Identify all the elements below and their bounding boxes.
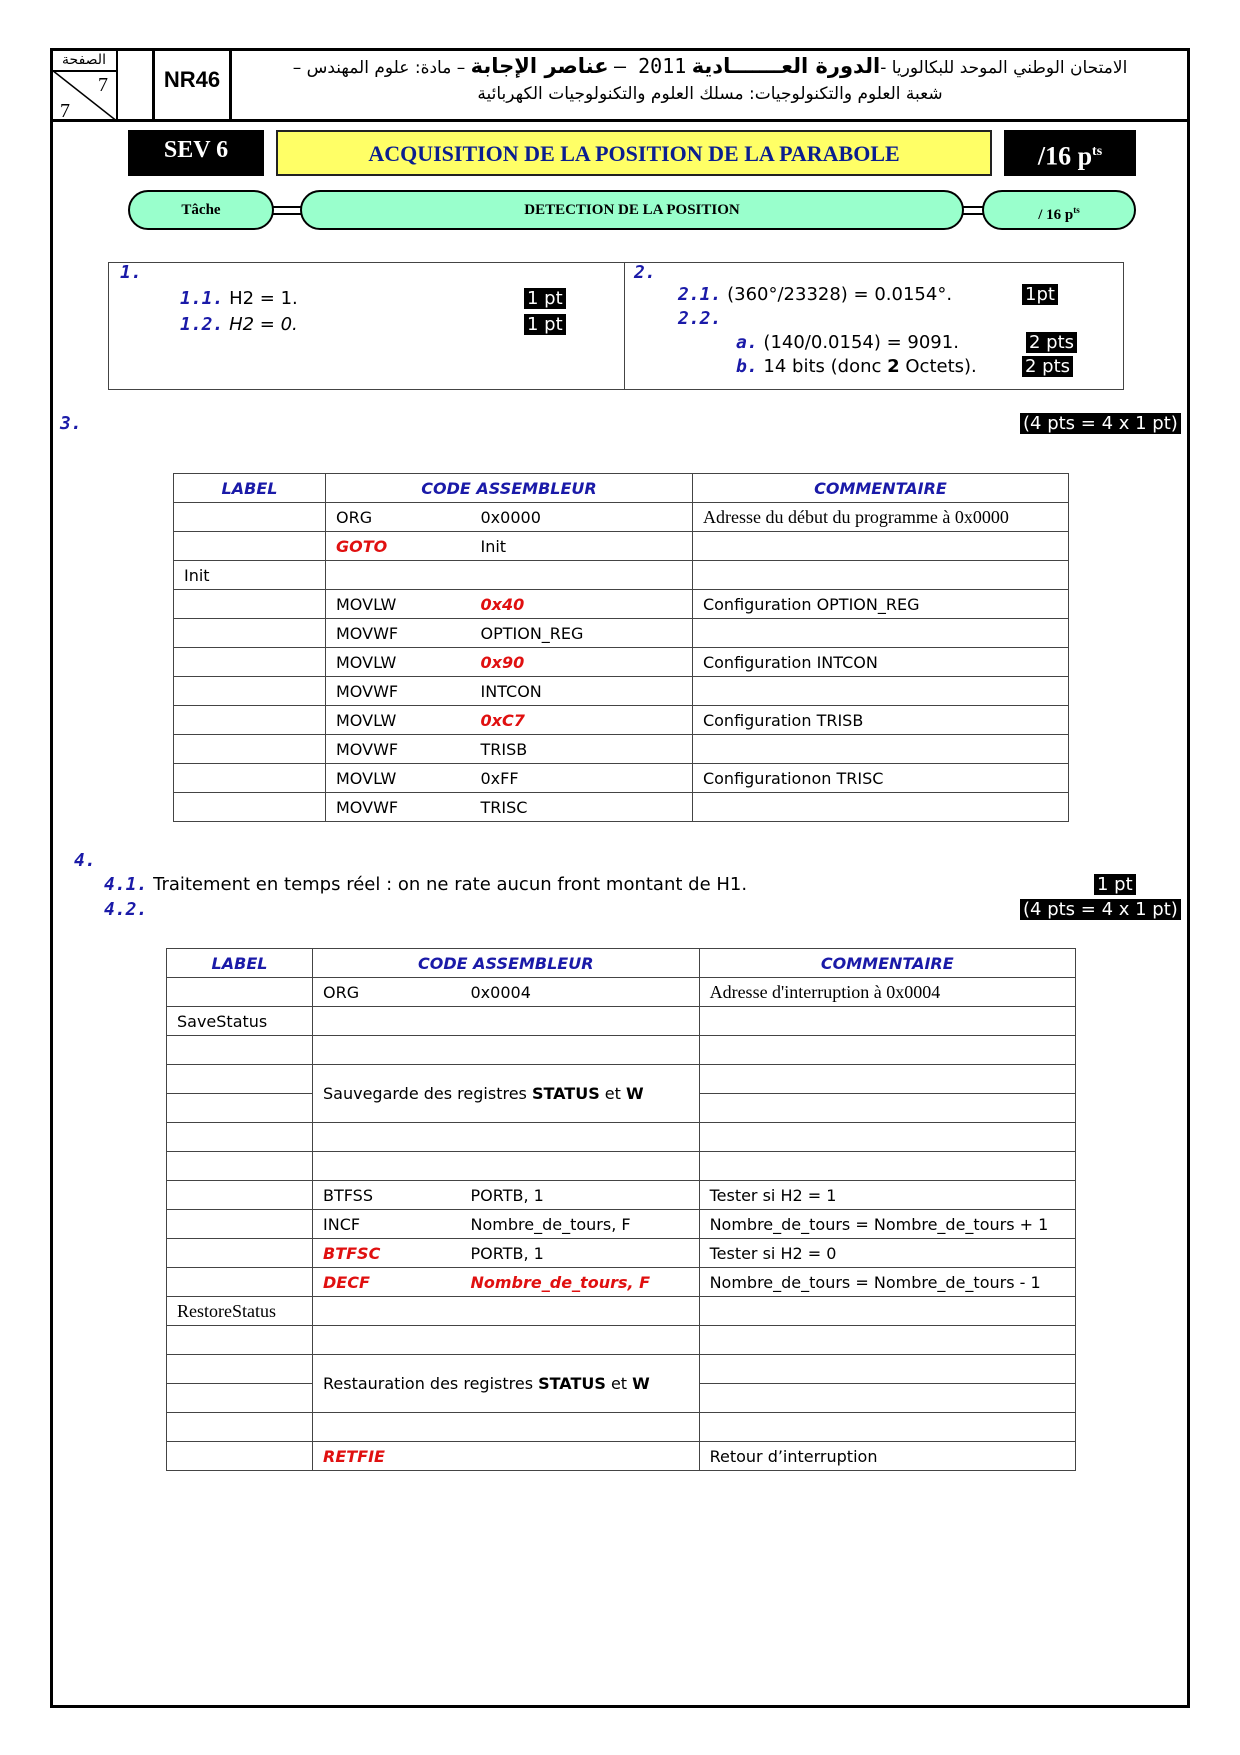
table-cell: DECF <box>313 1268 461 1297</box>
table-row <box>174 793 1069 822</box>
q2-2-a: a. (140/0.0154) = 9091. <box>736 332 959 353</box>
col-comment: COMMENTAIRE <box>699 949 1075 978</box>
table-cell <box>313 1326 700 1355</box>
q2-2-number: 2.2. <box>678 308 722 329</box>
table-row <box>167 1239 1076 1268</box>
q2-number: 2. <box>634 262 656 283</box>
table-cell: ORG <box>313 978 461 1007</box>
table-cell: MOVLW <box>326 764 471 793</box>
table-cell: MOVLW <box>326 590 471 619</box>
table-cell <box>699 1355 1075 1384</box>
q1-1: 1.1. H2 = 1. <box>180 288 298 309</box>
table-cell <box>313 1036 700 1065</box>
q3-table <box>173 473 1069 822</box>
table-cell <box>692 677 1068 706</box>
table-cell <box>167 1326 313 1355</box>
connector <box>962 206 984 215</box>
page-total: 7 <box>60 100 70 122</box>
q3-points: (4 pts = 4 x 1 pt) <box>1020 413 1181 434</box>
table-cell: Configurationon TRISC <box>692 764 1068 793</box>
table-cell <box>167 1210 313 1239</box>
table-cell: SaveStatus <box>167 1007 313 1036</box>
table-row <box>174 706 1069 735</box>
save-cell: Sauvegarde des registres STATUS et W <box>313 1065 700 1123</box>
table-cell <box>699 1413 1075 1442</box>
task-name-pill: DETECTION DE LA POSITION <box>300 190 964 230</box>
q4-1-points: 1 pt <box>1094 874 1136 895</box>
table-cell <box>174 677 326 706</box>
table-cell: MOVWF <box>326 735 471 764</box>
col-code: CODE ASSEMBLEUR <box>313 949 700 978</box>
q2-2-a-points: 2 pts <box>1026 332 1077 353</box>
task-label-pill: Tâche <box>128 190 274 230</box>
table-cell: MOVWF <box>326 677 471 706</box>
table-cell: 0xC7 <box>471 706 693 735</box>
table-cell <box>167 1036 313 1065</box>
total-points: /16 $p^{ts}$ <box>1004 130 1136 176</box>
table-cell: Nombre_de_tours, F <box>461 1210 700 1239</box>
table-cell <box>692 532 1068 561</box>
table-cell <box>167 1239 313 1268</box>
table-cell <box>313 1123 700 1152</box>
table-cell <box>692 619 1068 648</box>
table-row <box>174 561 1069 590</box>
q1-2-points: 1 pt <box>524 314 566 335</box>
table-row <box>167 1442 1076 1471</box>
table-cell <box>699 1123 1075 1152</box>
q2-2-b: b. 14 bits (donc 2 Octets). <box>736 356 977 377</box>
page-label: الصفحة <box>52 50 116 72</box>
table-cell <box>174 532 326 561</box>
q3-number: 3. <box>60 413 82 434</box>
table-cell <box>167 1355 313 1384</box>
table-row <box>167 978 1076 1007</box>
table-cell: RETFIE <box>313 1442 700 1471</box>
table-row <box>174 648 1069 677</box>
table-cell: Tester si H2 = 0 <box>699 1239 1075 1268</box>
task-points-pill: / 16 $p^{ts}$ <box>982 190 1136 230</box>
connector <box>272 206 302 215</box>
table-cell <box>699 1007 1075 1036</box>
exam-code: NR46 <box>152 50 232 122</box>
table-cell: Tester si H2 = 1 <box>699 1181 1075 1210</box>
table-cell <box>692 735 1068 764</box>
table-cell <box>167 1384 313 1413</box>
q2-2-b-points: 2 pts <box>1022 356 1073 377</box>
table-cell <box>167 1152 313 1181</box>
table-cell: MOVLW <box>326 706 471 735</box>
table-row <box>174 474 1069 503</box>
table-row <box>174 735 1069 764</box>
table-cell: Init <box>471 532 693 561</box>
table-cell: INTCON <box>471 677 693 706</box>
table-cell <box>167 978 313 1007</box>
table-cell: Init <box>174 561 326 590</box>
q1-2: 1.2. H2 = 0. <box>180 314 298 335</box>
table-cell: Retour d’interruption <box>699 1442 1075 1471</box>
table-cell <box>174 706 326 735</box>
table-row <box>174 764 1069 793</box>
table-cell: 0x0000 <box>471 503 693 532</box>
table-cell: Configuration OPTION_REG <box>692 590 1068 619</box>
table-cell <box>167 1413 313 1442</box>
table-cell <box>313 1413 700 1442</box>
table-cell: PORTB, 1 <box>461 1239 700 1268</box>
col-label: LABEL <box>174 474 326 503</box>
table-cell: Configuration TRISB <box>692 706 1068 735</box>
table-cell <box>174 590 326 619</box>
table-row <box>174 590 1069 619</box>
q2-1-points: 1pt <box>1022 284 1058 305</box>
table-cell <box>699 1065 1075 1094</box>
table-cell <box>699 1384 1075 1413</box>
table-cell <box>167 1123 313 1152</box>
q4-table <box>166 948 1076 1471</box>
table-cell <box>174 648 326 677</box>
table-cell: TRISB <box>471 735 693 764</box>
table-row <box>167 1123 1076 1152</box>
table-cell: Nombre_de_tours = Nombre_de_tours + 1 <box>699 1210 1075 1239</box>
table-row <box>167 1326 1076 1355</box>
sev-badge: SEV 6 <box>128 130 264 176</box>
q4-2-number: 4.2. <box>104 899 148 920</box>
table-cell <box>699 1036 1075 1065</box>
table-cell: RestoreStatus <box>167 1297 313 1326</box>
table-row <box>167 1210 1076 1239</box>
table-cell: Nombre_de_tours = Nombre_de_tours - 1 <box>699 1268 1075 1297</box>
table-cell: 0x0004 <box>461 978 700 1007</box>
col-comment: COMMENTAIRE <box>692 474 1068 503</box>
table-cell: MOVLW <box>326 648 471 677</box>
table-cell <box>313 1007 700 1036</box>
q2-1: 2.1. (360°/23328) = 0.0154°. <box>678 284 953 305</box>
table-cell: Nombre_de_tours, F <box>461 1268 700 1297</box>
table-cell: Adresse du début du programme à 0x0000 <box>692 503 1068 532</box>
table-cell: 0x90 <box>471 648 693 677</box>
header-line-2: شعبة العلوم والتكنولوجيات: مسلك العلوم والتكنولوجيات الكهربائية <box>477 84 943 104</box>
table-cell <box>699 1297 1075 1326</box>
table-cell <box>313 1152 700 1181</box>
page-title: ACQUISITION DE LA POSITION DE LA PARABOLE <box>276 130 992 176</box>
table-cell: TRISC <box>471 793 693 822</box>
table-row <box>174 677 1069 706</box>
table-cell <box>692 793 1068 822</box>
table-cell <box>699 1326 1075 1355</box>
table-row <box>167 1268 1076 1297</box>
table-cell <box>167 1065 313 1094</box>
table-cell: MOVWF <box>326 619 471 648</box>
table-cell: BTFSS <box>313 1181 461 1210</box>
q4-2-points: (4 pts = 4 x 1 pt) <box>1020 899 1181 920</box>
table-row <box>174 503 1069 532</box>
page-number: 7 <box>98 74 108 96</box>
table-cell <box>174 503 326 532</box>
table-cell: ORG <box>326 503 471 532</box>
table-cell <box>174 619 326 648</box>
table-row <box>174 619 1069 648</box>
col-code: CODE ASSEMBLEUR <box>326 474 693 503</box>
table-row <box>167 1355 1076 1384</box>
table-cell: OPTION_REG <box>471 619 693 648</box>
table-cell <box>174 764 326 793</box>
table-cell: PORTB, 1 <box>461 1181 700 1210</box>
table-cell: Configuration INTCON <box>692 648 1068 677</box>
table-cell <box>699 1152 1075 1181</box>
header-line-1: الامتحان الوطني الموحد للبكالوريا -الدورة العـــــــادية 2011 – عناصر الإجابة – مادة: علوم المهندس – <box>292 54 1128 78</box>
table-row <box>167 1036 1076 1065</box>
table-row <box>167 1297 1076 1326</box>
table-cell: INCF <box>313 1210 461 1239</box>
table-cell <box>167 1181 313 1210</box>
table-row <box>167 1181 1076 1210</box>
table-row <box>167 1413 1076 1442</box>
table-cell: 0x40 <box>471 590 693 619</box>
table-cell: BTFSC <box>313 1239 461 1268</box>
table-cell: GOTO <box>326 532 471 561</box>
q1-number: 1. <box>120 262 142 283</box>
table-cell: 0xFF <box>471 764 693 793</box>
table-cell <box>699 1094 1075 1123</box>
column-divider <box>624 262 625 390</box>
restore-cell: Restauration des registres STATUS et W <box>313 1355 700 1413</box>
table-cell: MOVWF <box>326 793 471 822</box>
table-cell <box>167 1268 313 1297</box>
page-number-box <box>52 50 118 122</box>
col-label: LABEL <box>167 949 313 978</box>
table-cell <box>167 1442 313 1471</box>
table-cell <box>326 561 693 590</box>
table-row <box>167 1065 1076 1094</box>
table-cell <box>167 1094 313 1123</box>
table-cell: Adresse d'interruption à 0x0004 <box>699 978 1075 1007</box>
table-cell <box>313 1297 700 1326</box>
q4-1: 4.1. Traitement en temps réel : on ne rate aucun front montant de H1. <box>104 874 748 895</box>
table-row <box>174 532 1069 561</box>
table-row <box>167 949 1076 978</box>
table-row <box>167 1007 1076 1036</box>
q4-number: 4. <box>74 850 96 871</box>
q1-1-points: 1 pt <box>524 288 566 309</box>
table-cell <box>174 793 326 822</box>
table-cell <box>692 561 1068 590</box>
table-row <box>167 1152 1076 1181</box>
table-cell <box>174 735 326 764</box>
